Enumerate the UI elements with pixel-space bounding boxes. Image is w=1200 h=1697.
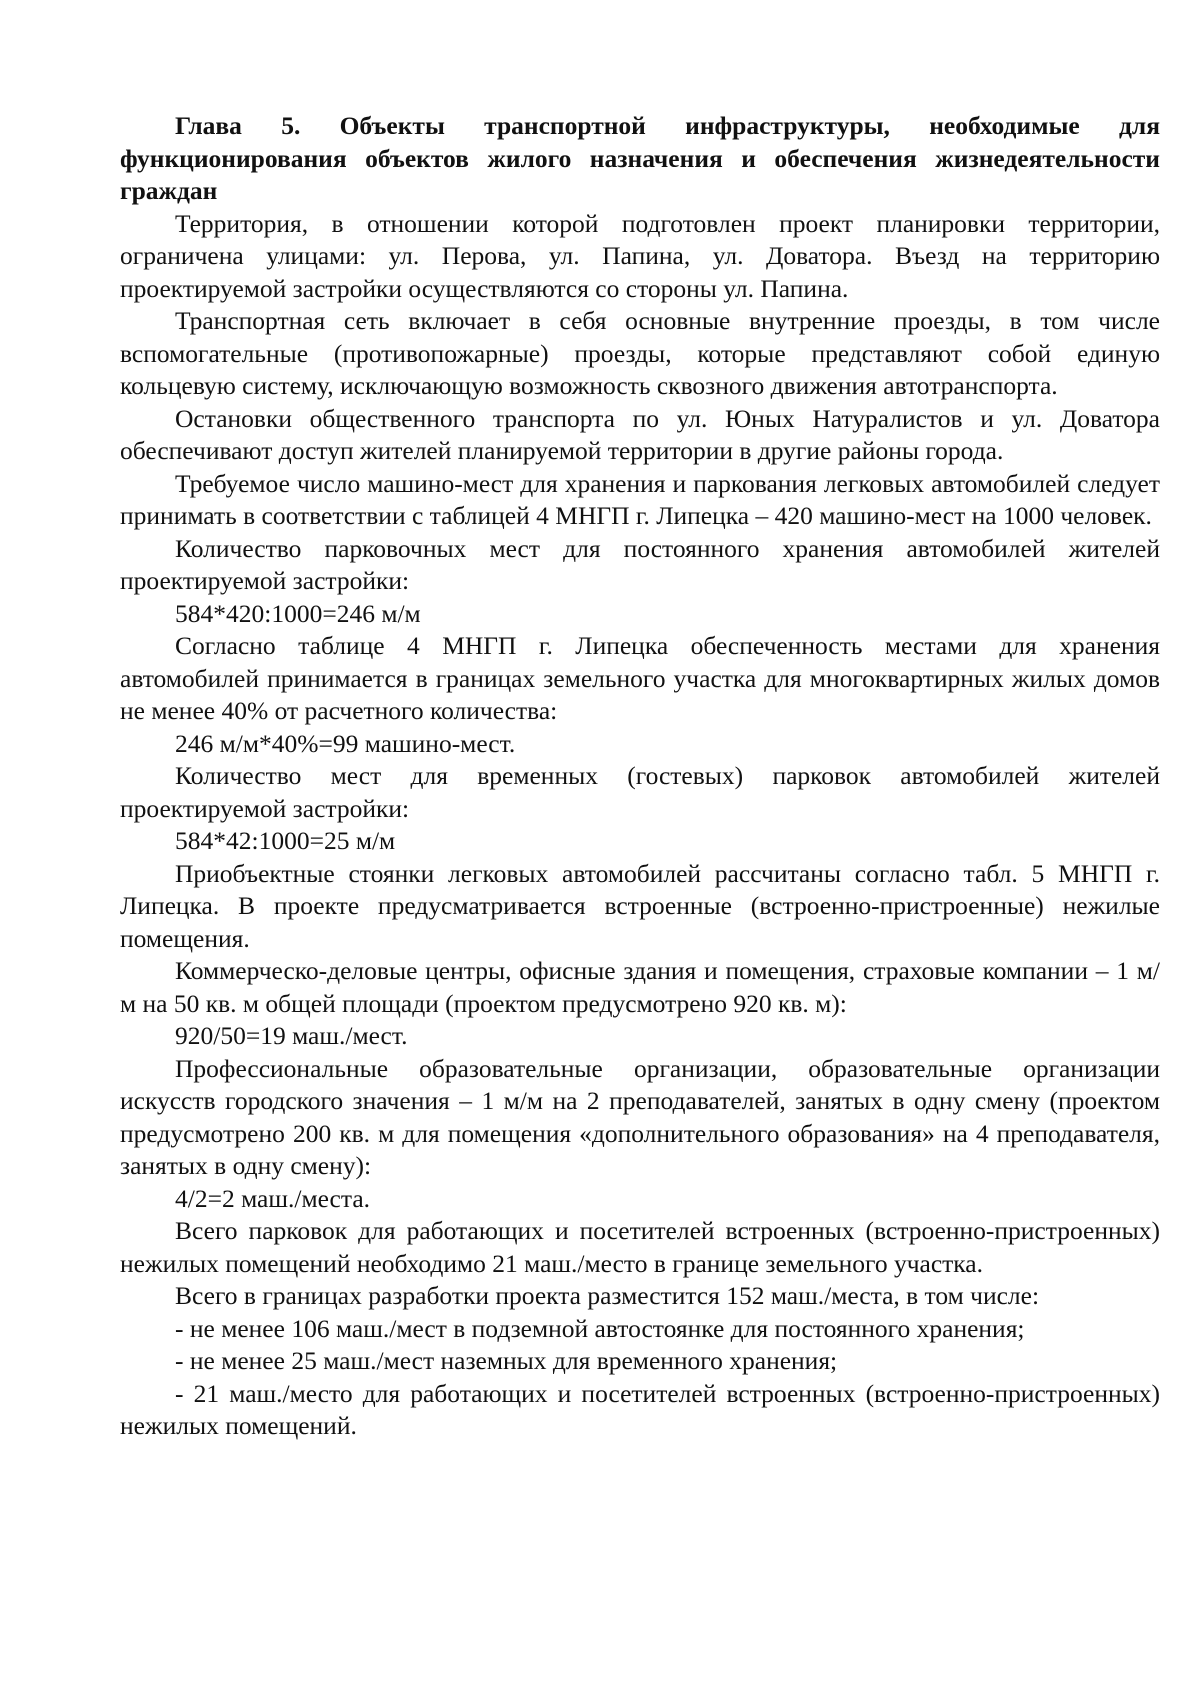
paragraph: Согласно таблице 4 МНГП г. Липецка обеспеченность местами для хранения автомобилей принимается в границах земельного участка для многоквартирных жилых домов не менее 40% от расчетного количества: xyxy=(120,631,1160,725)
paragraph: Транспортная сеть включает в себя основные внутренние проезды, в том числе вспомогательные (противопожарные) проезды, которые представляют собой единую кольцевую систему, исключающую возможность сквозного движения автотранспорта. xyxy=(120,306,1160,400)
paragraph: Количество парковочных мест для постоянного хранения автомобилей жителей проектируемой застройки: xyxy=(120,533,1160,595)
list-item: - 21 маш./место для работающих и посетителей встроенных (встроенно-пристроенных) нежилых помещений. xyxy=(120,1378,1160,1440)
calculation-line: 584*42:1000=25 м/м xyxy=(175,826,396,855)
calculation-line: 246 м/м*40%=99 машино-мест. xyxy=(175,728,516,758)
paragraph: Коммерческо-деловые центры, офисные здания и помещения, страховые компании – 1 м/м на 50 кв. м общей площади (проектом предусмотрено 920 кв. м): xyxy=(120,956,1160,1018)
chapter-heading: Глава 5. Объекты транспортной инфраструктуры, необходимые для функционирования объектов жилого назначения и обеспечения жизнедеятельности граждан xyxy=(120,111,1160,205)
paragraph: Всего парковок для работающих и посетителей встроенных (встроенно-пристроенных) нежилых помещений необходимо 21 маш./место в границе земельного участка. xyxy=(120,1216,1160,1278)
paragraph: Количество мест для временных (гостевых) парковок автомобилей жителей проектируемой застройки: xyxy=(120,761,1160,823)
calculation-line: 920/50=19 маш./мест. xyxy=(175,1021,408,1050)
list-item: - не менее 106 маш./мест в подземной автостоянке для постоянного хранения; xyxy=(175,1313,1025,1343)
calculation-line: 4/2=2 маш./места. xyxy=(175,1183,371,1213)
paragraph: Всего в границах разработки проекта разместится 152 маш./места, в том числе: xyxy=(175,1281,1040,1310)
calculation-line: 584*420:1000=246 м/м xyxy=(175,598,421,628)
paragraph: Требуемое число машино-мест для хранения и паркования легковых автомобилей следует принимать в соответствии с таблицей 4 МНГП г. Липецка – 420 машино-мест на 1000 человек. xyxy=(120,468,1160,530)
paragraph: Профессиональные образовательные организации, образовательные организации искусств городского значения – 1 м/м на 2 преподавателей, занятых в одну смену (проектом предусмотрено 200 кв. м для помещения «дополнительного образования» на 4 преподавателя, занятых в одну смену): xyxy=(120,1053,1160,1180)
document-page xyxy=(120,110,1160,1443)
paragraph: Остановки общественного транспорта по ул. Юных Натуралистов и ул. Доватора обеспечивают доступ жителей планируемой территории в другие районы города. xyxy=(120,403,1160,465)
list-item: - не менее 25 маш./мест наземных для временного хранения; xyxy=(175,1346,838,1375)
document-body xyxy=(120,208,1160,1443)
paragraph: Территория, в отношении которой подготовлен проект планировки территории, ограничена улицами: ул. Перова, ул. Папина, ул. Доватора. Въезд на территорию проектируемой застройки осуществляются со стороны ул. Папина. xyxy=(120,208,1160,303)
paragraph: Приобъектные стоянки легковых автомобилей рассчитаны согласно табл. 5 МНГП г. Липецка. В проекте предусматривается встроенные (встроенно-пристроенные) нежилые помещения. xyxy=(120,858,1160,953)
